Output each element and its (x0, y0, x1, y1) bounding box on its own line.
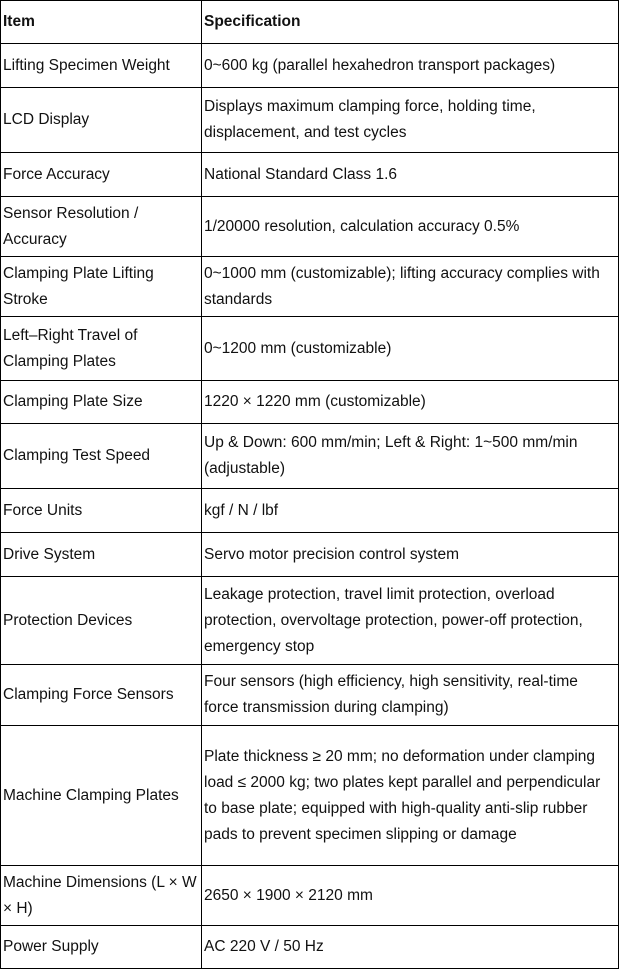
table-row (1, 317, 619, 381)
table-row (1, 257, 619, 317)
item-cell: Machine Clamping Plates (1, 726, 202, 866)
table-row (1, 665, 619, 726)
spec-cell: Plate thickness ≥ 20 mm; no deformation under clamping load ≤ 2000 kg; two plates kept parallel and perpendicular to base plate; equipped with high-quality anti-slip rubber pads to prevent specimen slipping or damage (202, 726, 619, 866)
table-row (1, 88, 619, 153)
spec-cell: kgf / N / lbf (202, 489, 619, 533)
header-specification: Specification (202, 1, 619, 44)
header-item: Item (1, 1, 202, 44)
spec-cell: Leakage protection, travel limit protection, overload protection, overvoltage protection, power-off protection, emergency stop (202, 577, 619, 665)
table-row (1, 44, 619, 88)
spec-cell: 2650 × 1900 × 2120 mm (202, 866, 619, 926)
table-row (1, 533, 619, 577)
spec-cell: Displays maximum clamping force, holding time, displacement, and test cycles (202, 88, 619, 153)
item-cell: Clamping Test Speed (1, 424, 202, 489)
item-cell: LCD Display (1, 88, 202, 153)
table-row (1, 381, 619, 424)
item-cell: Force Units (1, 489, 202, 533)
item-cell: Clamping Plate Lifting Stroke (1, 257, 202, 317)
spec-cell: AC 220 V / 50 Hz (202, 926, 619, 969)
spec-cell: 1220 × 1220 mm (customizable) (202, 381, 619, 424)
item-cell: Sensor Resolution / Accuracy (1, 197, 202, 257)
item-cell: Force Accuracy (1, 153, 202, 197)
item-cell: Power Supply (1, 926, 202, 969)
item-cell: Clamping Plate Size (1, 381, 202, 424)
table-row (1, 424, 619, 489)
table-row (1, 866, 619, 926)
spec-cell: 0~1200 mm (customizable) (202, 317, 619, 381)
item-cell: Machine Dimensions (L × W × H) (1, 866, 202, 926)
table-row (1, 726, 619, 866)
item-cell: Drive System (1, 533, 202, 577)
spec-cell: 1/20000 resolution, calculation accuracy 0.5% (202, 197, 619, 257)
spec-cell: National Standard Class 1.6 (202, 153, 619, 197)
table-row (1, 489, 619, 533)
table-row (1, 577, 619, 665)
spec-cell: 0~1000 mm (customizable); lifting accuracy complies with standards (202, 257, 619, 317)
item-cell: Protection Devices (1, 577, 202, 665)
spec-cell: Up & Down: 600 mm/min; Left & Right: 1~500 mm/min (adjustable) (202, 424, 619, 489)
table-header-row (1, 1, 619, 44)
table-row (1, 197, 619, 257)
item-cell: Left–Right Travel of Clamping Plates (1, 317, 202, 381)
table-row (1, 926, 619, 969)
spec-cell: 0~600 kg (parallel hexahedron transport packages) (202, 44, 619, 88)
spec-cell: Servo motor precision control system (202, 533, 619, 577)
table-row (1, 153, 619, 197)
spec-cell: Four sensors (high efficiency, high sensitivity, real-time force transmission during clamping) (202, 665, 619, 726)
item-cell: Clamping Force Sensors (1, 665, 202, 726)
item-cell: Lifting Specimen Weight (1, 44, 202, 88)
